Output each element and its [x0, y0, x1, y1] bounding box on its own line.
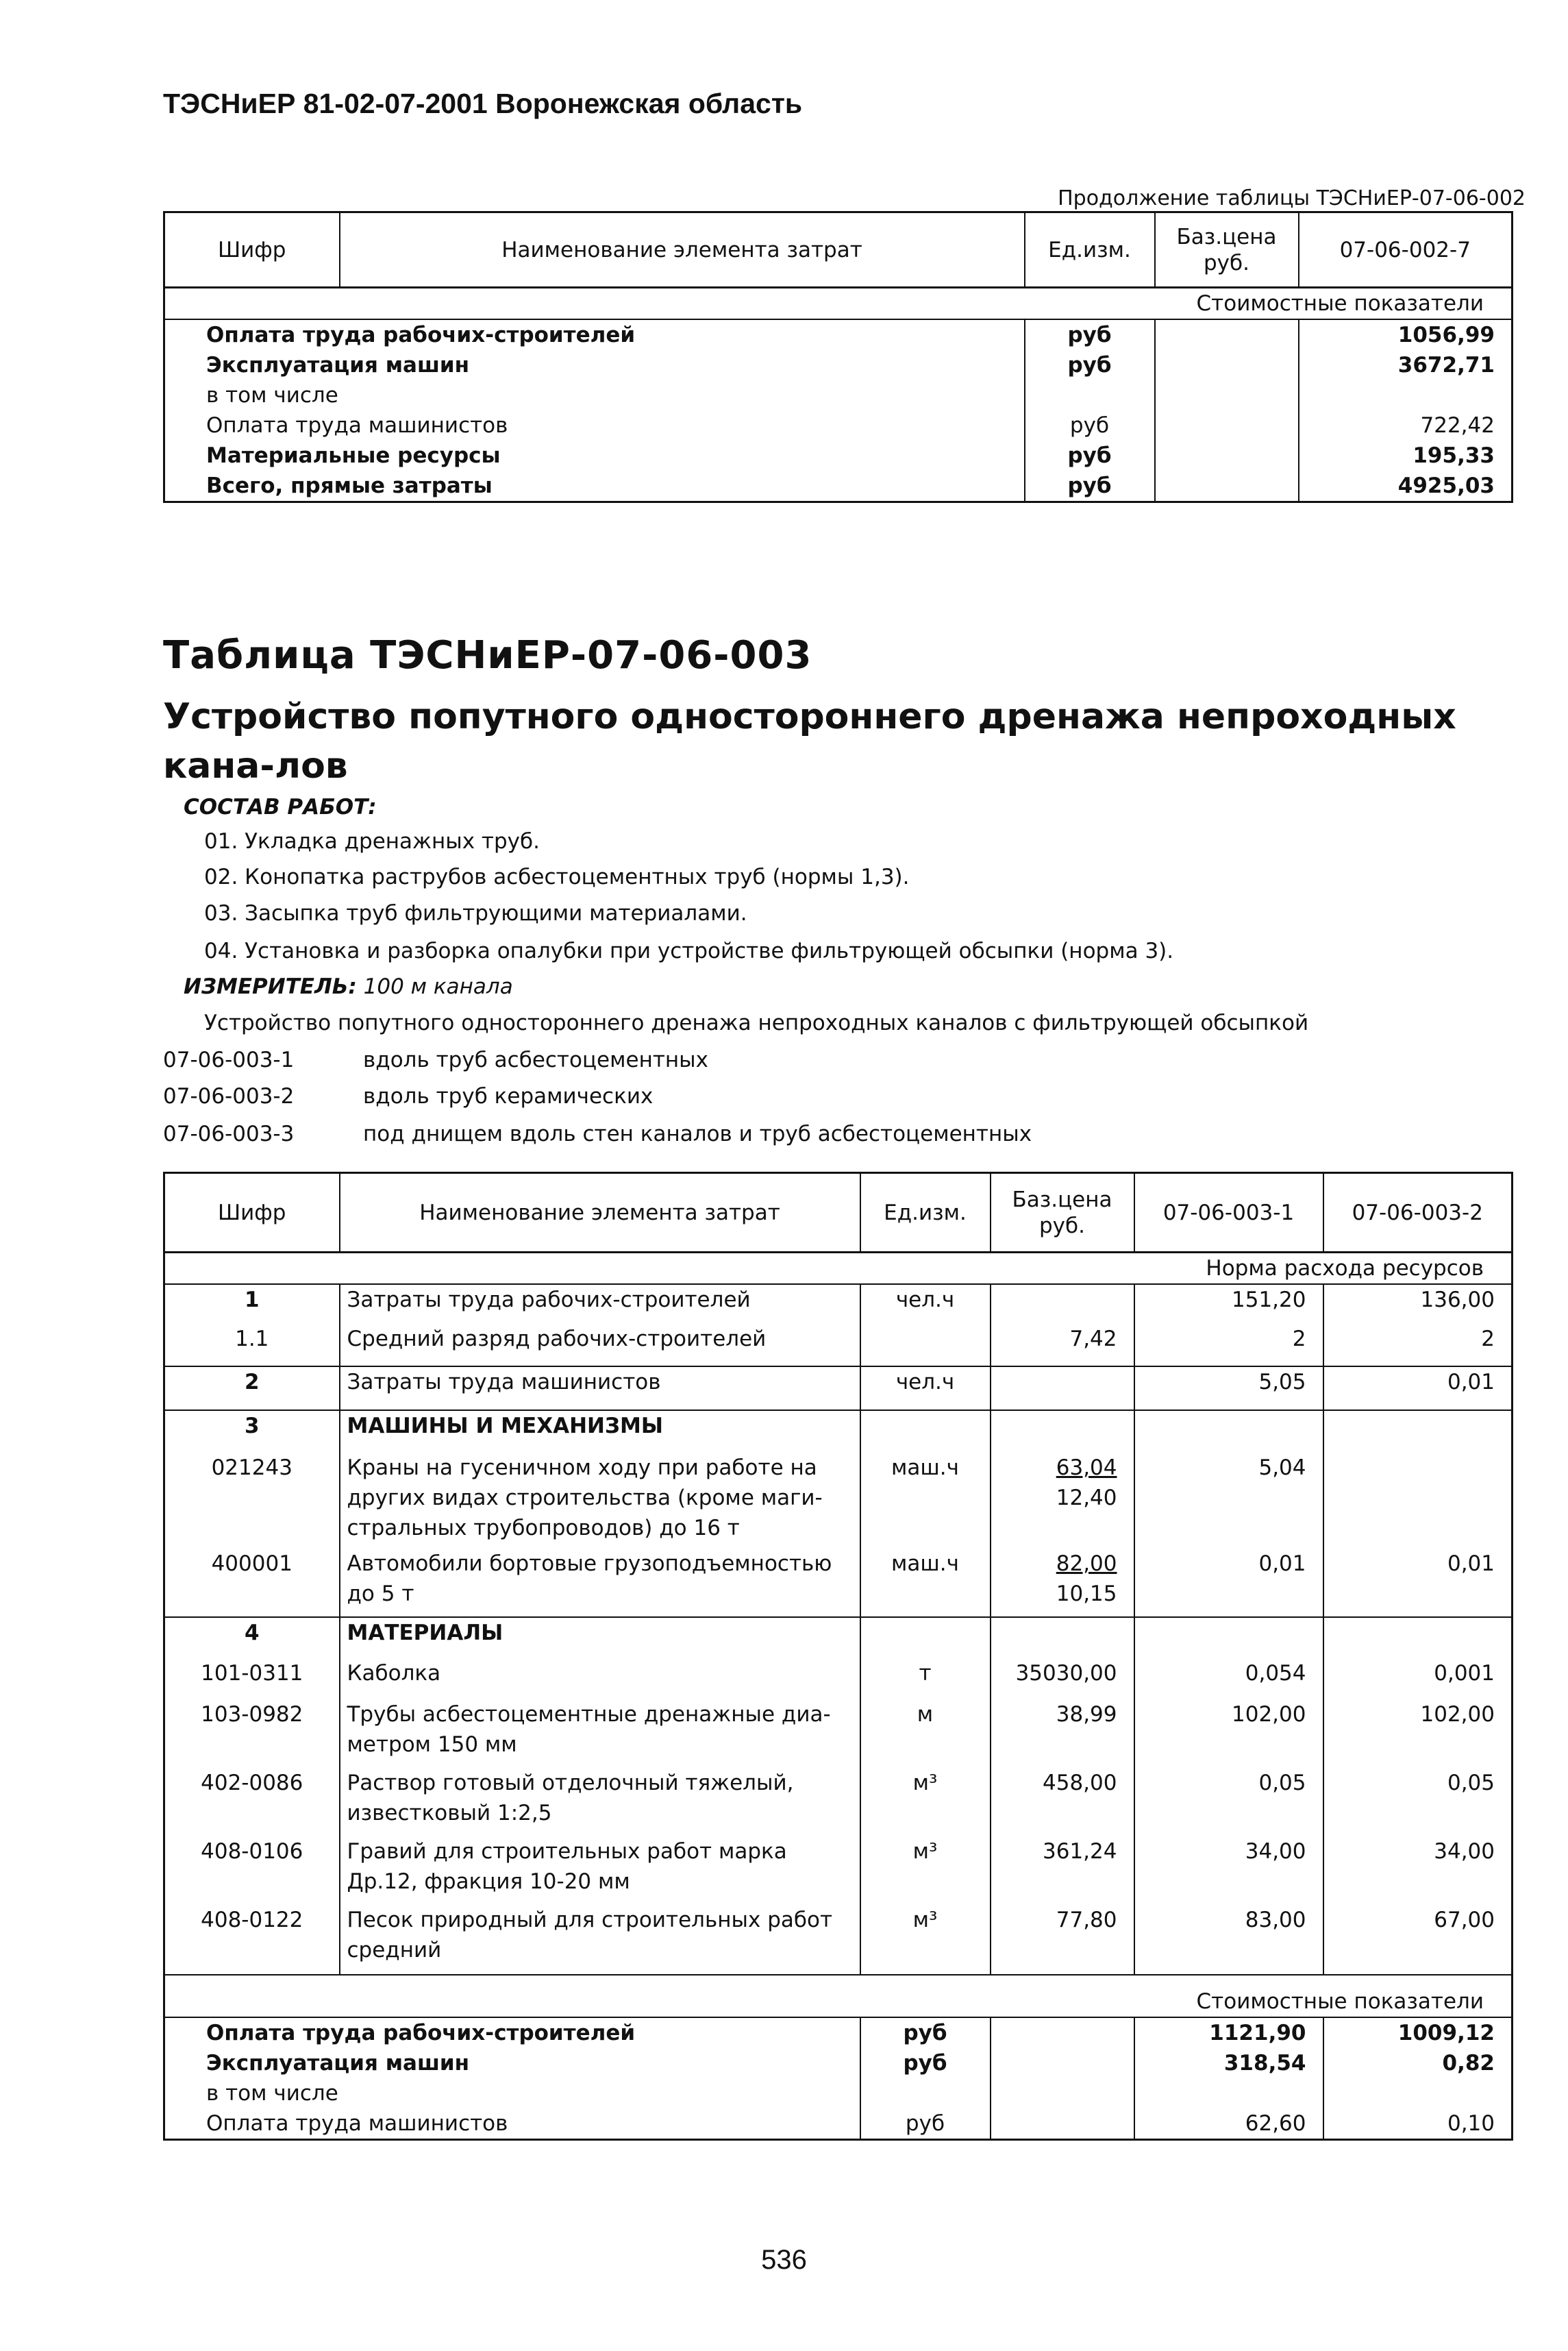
- table-row: 021243 Краны на гусеничном ходу при работе на других видах строительства (кроме маги-стральных трубопроводов) до 16 т маш.ч 63,04 12,40 5,04: [164, 1453, 1513, 1549]
- table-row: Эксплуатация машин руб 3672,71: [164, 350, 1513, 380]
- col-name-header: Наименование элемента затрат: [340, 1173, 860, 1253]
- continuation-caption: Продолжение таблицы ТЭСНиЕР-07-06-002: [1058, 186, 1526, 210]
- table-title: Таблица ТЭСНиЕР-07-06-003: [163, 633, 812, 678]
- table-row: 3 МАШИНЫ И МЕХАНИЗМЫ: [164, 1410, 1513, 1453]
- table-row: 101-0311 Каболка т 35030,00 0,054 0,001: [164, 1658, 1513, 1699]
- col-code-header: Шифр: [164, 1173, 340, 1253]
- table-row: 1.1 Средний разряд рабочих-строителей 7,42 2 2: [164, 1324, 1513, 1366]
- work-item: 02. Конопатка раструбов асбестоцементных труб (нормы 1,3).: [204, 865, 910, 889]
- col-code-header: Шифр: [164, 212, 340, 288]
- table-row: Оплата труда машинистов руб 722,42: [164, 410, 1513, 441]
- col-price-header: Баз.цена руб.: [1155, 212, 1299, 288]
- code-label: 07-06-003-1: [163, 1048, 295, 1072]
- col-value1-header: 07-06-003-1: [1134, 1173, 1323, 1253]
- table-row: 408-0106 Гравий для строительных работ марка Др.12, фракция 10-20 мм м³ 361,24 34,00 34,00: [164, 1836, 1513, 1905]
- code-label: 07-06-003-3: [163, 1122, 295, 1146]
- col-value-header: 07-06-002-7: [1299, 212, 1513, 288]
- code-description: вдоль труб асбестоцементных: [363, 1048, 709, 1072]
- work-item: 03. Засыпка труб фильтрующими материалами.: [204, 901, 747, 926]
- resource-table: [163, 1172, 1513, 2141]
- table-row: 2 Затраты труда машинистов чел.ч 5,05 0,01: [164, 1366, 1513, 1410]
- table-row: Оплата труда машинистов руб 62,60 0,10: [164, 2108, 1513, 2140]
- code-description: вдоль труб керамических: [363, 1084, 654, 1109]
- continuation-table: [163, 211, 1513, 503]
- intro-text: Устройство попутного одностороннего дренажа непроходных каналов с фильтрующей обсыпкой: [204, 1011, 1309, 1035]
- measure-key: ИЗМЕРИТЕЛЬ:: [184, 974, 357, 999]
- table-row: Эксплуатация машин руб 318,54 0,82: [164, 2048, 1513, 2078]
- norm-label: Норма расхода ресурсов: [164, 1253, 1513, 1285]
- table-row: в том числе: [164, 2078, 1513, 2108]
- table-row: 4 МАТЕРИАЛЫ: [164, 1617, 1513, 1658]
- measure-value: 100 м канала: [363, 974, 513, 999]
- section-label: Стоимостные показатели: [164, 288, 1513, 320]
- cost-label: Стоимостные показатели: [164, 1975, 1513, 2017]
- col-price-header: Баз.цена руб.: [991, 1173, 1134, 1253]
- table-row: в том числе: [164, 380, 1513, 410]
- col-name-header: Наименование элемента затрат: [340, 212, 1025, 288]
- col-unit-header: Ед.изм.: [860, 1173, 991, 1253]
- table-row: Оплата труда рабочих-строителей руб 1121,90 1009,12: [164, 2017, 1513, 2048]
- table-row: 408-0122 Песок природный для строительных работ средний м³ 77,80 83,00 67,00: [164, 1905, 1513, 1975]
- table-row: Всего, прямые затраты руб 4925,03: [164, 471, 1513, 502]
- table-row: 1 Затраты труда рабочих-строителей чел.ч 151,20 136,00: [164, 1284, 1513, 1324]
- measure-line: [184, 974, 513, 999]
- work-item: 04. Установка и разборка опалубки при устройстве фильтрующей обсыпки (норма 3).: [204, 939, 1174, 963]
- col-unit-header: Ед.изм.: [1025, 212, 1155, 288]
- table-row: 400001 Автомобили бортовые грузоподъемностью до 5 т маш.ч 82,00 10,15 0,01 0,01: [164, 1549, 1513, 1617]
- page-number: 536: [761, 2245, 807, 2275]
- table-row: Материальные ресурсы руб 195,33: [164, 441, 1513, 471]
- table-subtitle: Устройство попутного одностороннего дренажа непроходных кана-лов: [163, 696, 1456, 787]
- code-label: 07-06-003-2: [163, 1084, 295, 1109]
- document-header: ТЭСНиЕР 81-02-07-2001 Воронежская область: [163, 88, 803, 119]
- table-row: 103-0982 Трубы асбестоцементные дренажные диа-метром 150 мм м 38,99 102,00 102,00: [164, 1699, 1513, 1768]
- table-row: Оплата труда рабочих-строителей руб 1056,99: [164, 319, 1513, 350]
- works-heading: СОСТАВ РАБОТ:: [184, 795, 377, 820]
- work-item: 01. Укладка дренажных труб.: [204, 829, 540, 854]
- table-row: 402-0086 Раствор готовый отделочный тяжелый, известковый 1:2,5 м³ 458,00 0,05 0,05: [164, 1768, 1513, 1836]
- col-value2-header: 07-06-003-2: [1323, 1173, 1513, 1253]
- code-description: под днищем вдоль стен каналов и труб асбестоцементных: [363, 1122, 1032, 1146]
